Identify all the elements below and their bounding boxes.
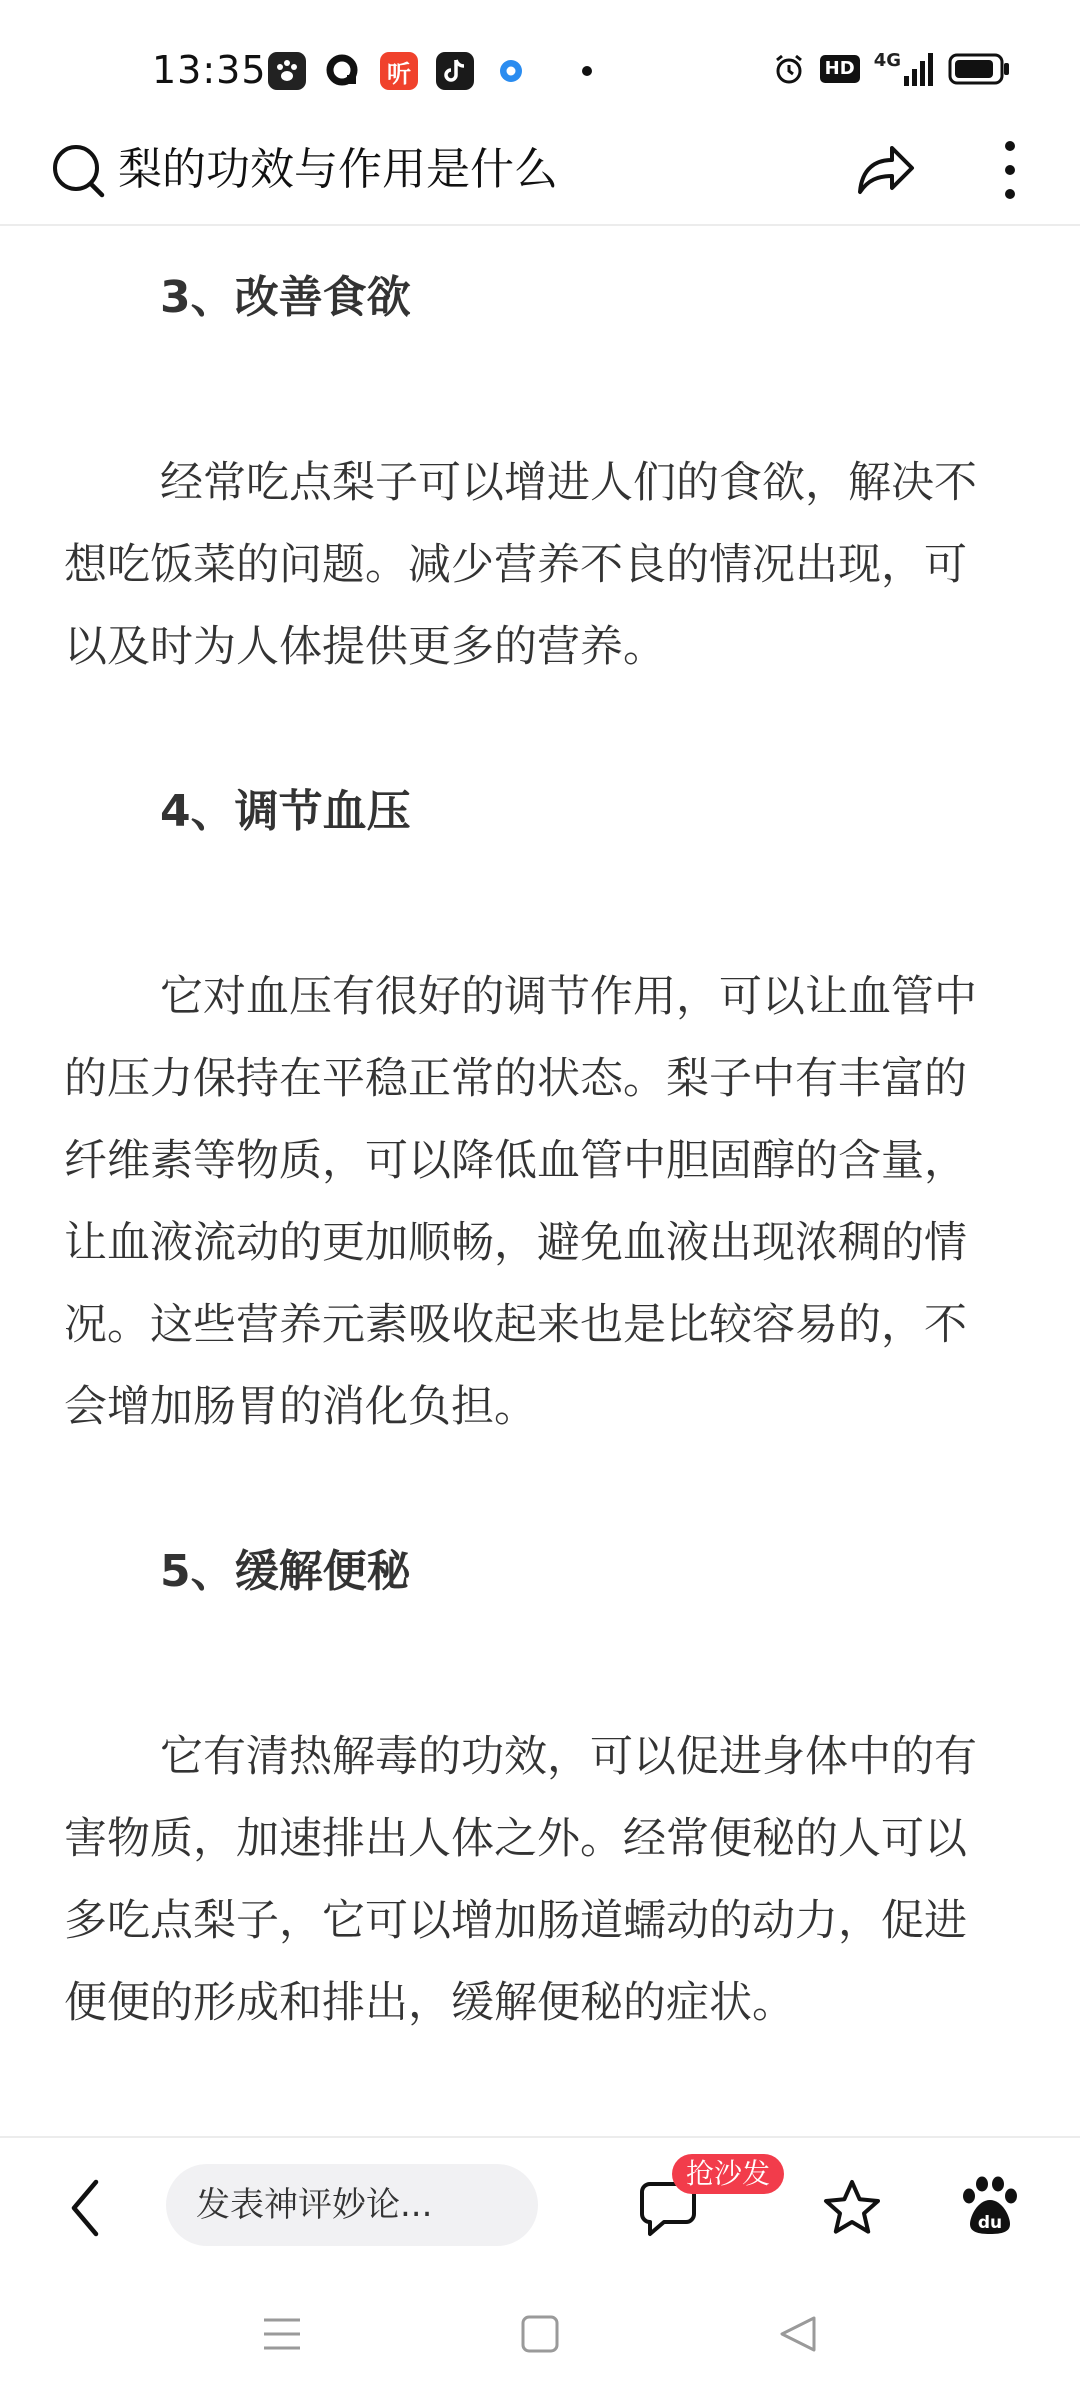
system-nav-bar	[0, 2270, 1080, 2400]
favorite-star-icon[interactable]	[822, 2178, 882, 2238]
section-paragraph: 它对血压有很好的调节作用，可以让血管中的压力保持在平稳正常的状态。梨子中有丰富的 纤维素等物质，可以降低血管中胆固醇的含量，让血液流动的更加顺畅，避免血液出现浓稠的情况。这些营养元素吸收起来也是比较容易的，不会增加肠胃的消化负担。	[64, 972, 977, 1432]
network-indicator	[874, 52, 934, 86]
ting-app-icon: 听	[380, 52, 418, 90]
section-heading: 4、调节血压	[160, 786, 411, 837]
quark-app-icon	[324, 52, 362, 90]
bottom-action-bar	[0, 2136, 1080, 2268]
page-title[interactable]: 梨的功效与作用是什么	[118, 144, 558, 195]
comment-input[interactable]	[166, 2164, 538, 2246]
top-header	[0, 120, 1080, 226]
battery-icon	[948, 53, 1010, 85]
system-icons	[772, 52, 1010, 86]
more-options-icon[interactable]	[990, 136, 1030, 204]
share-icon[interactable]	[852, 138, 918, 202]
dot-app-icon	[492, 52, 530, 90]
section-paragraph: 它有清热解毒的功效，可以促进身体中的有害物质，加速排出人体之外。经常便秘的人可以多吃点梨子，它可以增加肠道蠕动的动力，促进便便的形成和排出，缓解便秘的症状。	[64, 1732, 977, 2028]
alarm-icon	[772, 52, 806, 86]
back-triangle-icon[interactable]	[778, 2314, 818, 2354]
baidu-app-icon	[268, 52, 306, 90]
status-bar	[0, 0, 1080, 120]
notification-icons	[268, 52, 592, 90]
article-content	[64, 224, 994, 2044]
menu-icon[interactable]	[262, 2314, 302, 2354]
douyin-app-icon	[436, 52, 474, 90]
sofa-badge: 抢沙发	[672, 2154, 784, 2194]
signal-icon	[904, 52, 934, 86]
section-heading: 3、改善食欲	[160, 272, 411, 323]
home-square-icon[interactable]	[520, 2314, 560, 2354]
svg-text:du: du	[977, 2213, 1003, 2233]
back-arrow-icon[interactable]	[64, 2178, 108, 2238]
section-heading: 5、缓解便秘	[160, 1546, 411, 1597]
status-time: 13:35	[152, 48, 267, 92]
section-paragraph: 经常吃点梨子可以增进人们的食欲，解决不想吃饭菜的问题。减少营养不良的情况出现，可以及时为人体提供更多的营养。	[64, 458, 977, 672]
network-label: 4G	[873, 50, 901, 71]
hd-badge: HD	[820, 55, 860, 83]
baidu-paw-icon[interactable]	[960, 2174, 1020, 2238]
more-notifications-dot	[582, 66, 592, 76]
search-icon[interactable]	[50, 138, 110, 202]
